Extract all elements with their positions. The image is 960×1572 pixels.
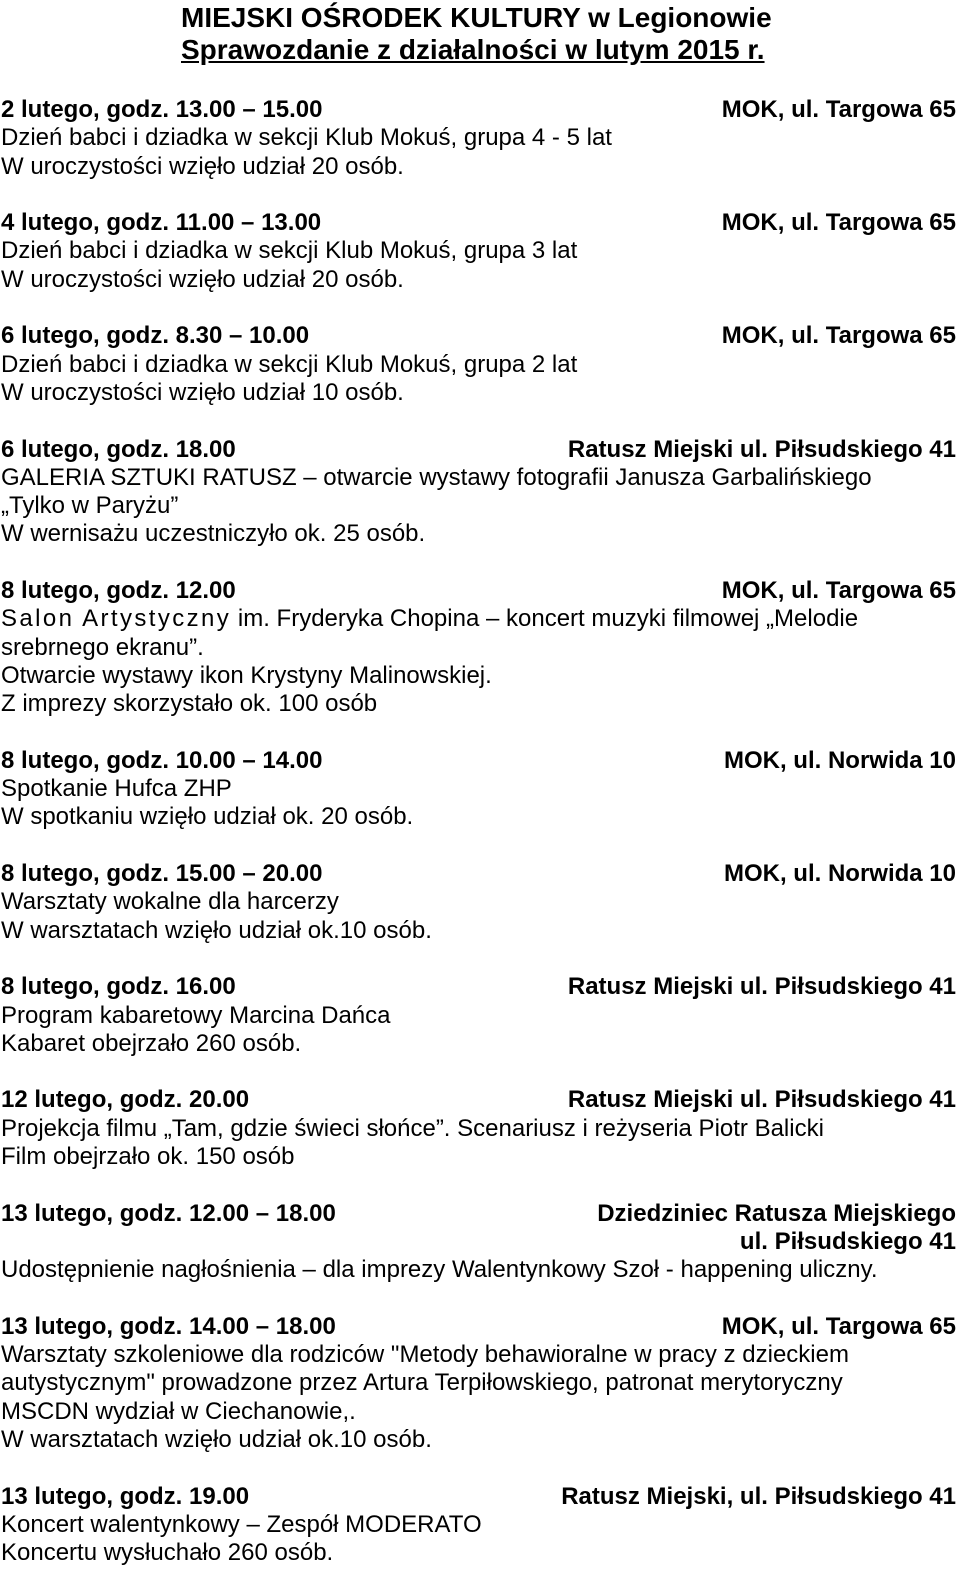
event-header [1,1483,956,1511]
event-attendance-line: W uroczystości wzięło udział 20 osób. [1,152,404,180]
event-description-line: srebrnego ekranu”. [1,633,204,661]
event-date-time: 6 lutego, godz. 18.00 [1,435,236,463]
event-entry [1,1200,956,1285]
event-attendance-line: Z imprezy skorzystało ok. 100 osób [1,690,378,718]
event-description-line: Otwarcie wystawy ikon Krystyny Malinowskiej. [1,661,492,689]
event-date-time: 6 lutego, godz. 8.30 – 10.00 [1,322,310,350]
event-location [724,747,956,775]
event-header [1,860,956,888]
event-description-line: GALERIA SZTUKI RATUSZ – otwarcie wystawy fotografii Janusza Garbalińskiego [1,463,872,491]
event-attendance-line: Koncertu wysłuchało 260 osób. [1,1539,334,1567]
event-location-line: MOK, ul. Targowa 65 [721,1312,956,1340]
event-date-time: 8 lutego, godz. 15.00 – 20.00 [1,860,323,888]
event-location-line: MOK, ul. Targowa 65 [721,96,956,123]
event-description-line: MSCDN wydział w Ciechanowie,. [1,1397,356,1425]
event-list [0,96,960,1567]
event-location-line: MOK, ul. Targowa 65 [721,577,956,605]
event-location-line: Ratusz Miejski, ul. Piłsudskiego 41 [561,1482,956,1510]
event-description-text: im. Fryderyka Chopina – koncert muzyki filmowej „Melodie [237,605,859,633]
event-header [1,1200,956,1257]
event-description-line: Warsztaty szkoleniowe dla rodziców "Metody behawioralne w pracy z dzieckiem [1,1341,849,1369]
event-location-line: Ratusz Miejski ul. Piłsudskiego 41 [567,973,956,1001]
event-date-time: 2 lutego, godz. 13.00 – 15.00 [1,96,323,123]
report-title: Sprawozdanie z działalności w lutym 2015 r. [181,34,765,65]
event-location-line: MOK, ul. Norwida 10 [723,746,956,774]
event-date-time: 13 lutego, godz. 19.00 [1,1482,250,1510]
event-entry [1,1483,956,1568]
event-entry [1,577,956,718]
event-header [1,1313,956,1341]
event-description-line: Dzień babci i dziadka w sekcji Klub Mokuś, grupa 2 lat [1,350,578,378]
event-location [568,1086,956,1114]
event-entry [1,209,956,294]
event-location-line: ul. Piłsudskiego 41 [739,1227,956,1255]
event-entry [1,973,956,1058]
event-header [1,1086,956,1114]
event-date-time: 13 lutego, godz. 12.00 – 18.00 [1,1199,336,1227]
event-description-line: Projekcja filmu „Tam, gdzie świeci słońce”. Scenariusz i reżyseria Piotr Balicki [1,1114,824,1142]
event-description-line: Dzień babci i dziadka w sekcji Klub Mokuś, grupa 3 lat [1,237,578,265]
event-entry [1,1313,956,1454]
event-entry [1,96,956,181]
event-header [1,436,956,464]
event-description-line: „Tylko w Paryżu” [1,492,179,520]
event-header [1,747,956,775]
event-header [1,973,956,1001]
event-description-line: Program kabaretowy Marcina Dańca [1,1001,391,1029]
document-title [0,0,960,66]
event-date-time: 4 lutego, godz. 11.00 – 13.00 [1,209,322,237]
event-location [597,1200,956,1257]
event-description-line: Dzień babci i dziadka w sekcji Klub Mokuś, grupa 4 - 5 lat [1,124,612,152]
event-entry [1,436,956,549]
event-location-line: MOK, ul. Targowa 65 [721,322,956,350]
event-description-line: Koncert walentynkowy – Zespół MODERATO [1,1510,482,1538]
event-location-line: MOK, ul. Targowa 65 [721,209,956,237]
event-attendance-line: W uroczystości wzięło udział 10 osób. [1,378,404,406]
event-location [722,1313,956,1341]
event-attendance-line: Kabaret obejrzało 260 osób. [1,1029,302,1057]
event-location-line: Dziedziniec Ratusza Miejskiego [597,1199,956,1227]
organization-name: MIEJSKI OŚRODEK KULTURY w Legionowie [181,2,772,33]
event-attendance-line: W warsztatach wzięło udział ok.10 osób. [1,1425,432,1453]
event-description-line: Udostępnienie nagłośnienia – dla imprezy Walentynkowy Szoł - happening uliczny. [1,1256,878,1284]
event-location-line: MOK, ul. Norwida 10 [723,860,956,888]
event-header [1,322,956,350]
event-header [1,96,956,124]
event-description-line: Spotkanie Hufca ZHP [1,775,232,803]
event-entry [1,747,956,832]
event-attendance-line: W uroczystości wzięło udział 20 osób. [1,265,404,293]
event-location [722,209,956,237]
event-header [1,209,956,237]
event-entry [1,322,956,407]
event-header [1,577,956,605]
event-location [722,322,956,350]
event-location [724,860,956,888]
event-location [568,973,956,1001]
event-description-line: Warsztaty wokalne dla harcerzy [1,888,339,916]
event-date-time: 8 lutego, godz. 10.00 – 14.00 [1,746,323,774]
event-location [722,577,956,605]
event-date-time: 12 lutego, godz. 20.00 [1,1086,250,1114]
event-entry [1,1086,956,1171]
event-date-time: 13 lutego, godz. 14.00 – 18.00 [1,1312,336,1340]
event-location [568,436,956,464]
event-date-time: 8 lutego, godz. 12.00 [1,577,236,605]
event-location-line: Ratusz Miejski ul. Piłsudskiego 41 [567,435,956,463]
salon-name: Salon Artystyczny [1,605,232,633]
event-location-line: Ratusz Miejski ul. Piłsudskiego 41 [567,1086,956,1114]
event-attendance-line: Film obejrzało ok. 150 osób [1,1142,295,1170]
event-description-line: autystycznym" prowadzone przez Artura Terpiłowskiego, patronat merytoryczny [1,1369,843,1397]
event-attendance-line: W wernisażu uczestniczyło ok. 25 osób. [1,520,426,548]
event-description-line [1,605,956,633]
event-location [722,96,956,124]
event-location [561,1483,956,1511]
event-date-time: 8 lutego, godz. 16.00 [1,973,236,1001]
event-attendance-line: W warsztatach wzięło udział ok.10 osób. [1,916,432,944]
event-attendance-line: W spotkaniu wzięło udział ok. 20 osób. [1,803,414,831]
event-entry [1,860,956,945]
